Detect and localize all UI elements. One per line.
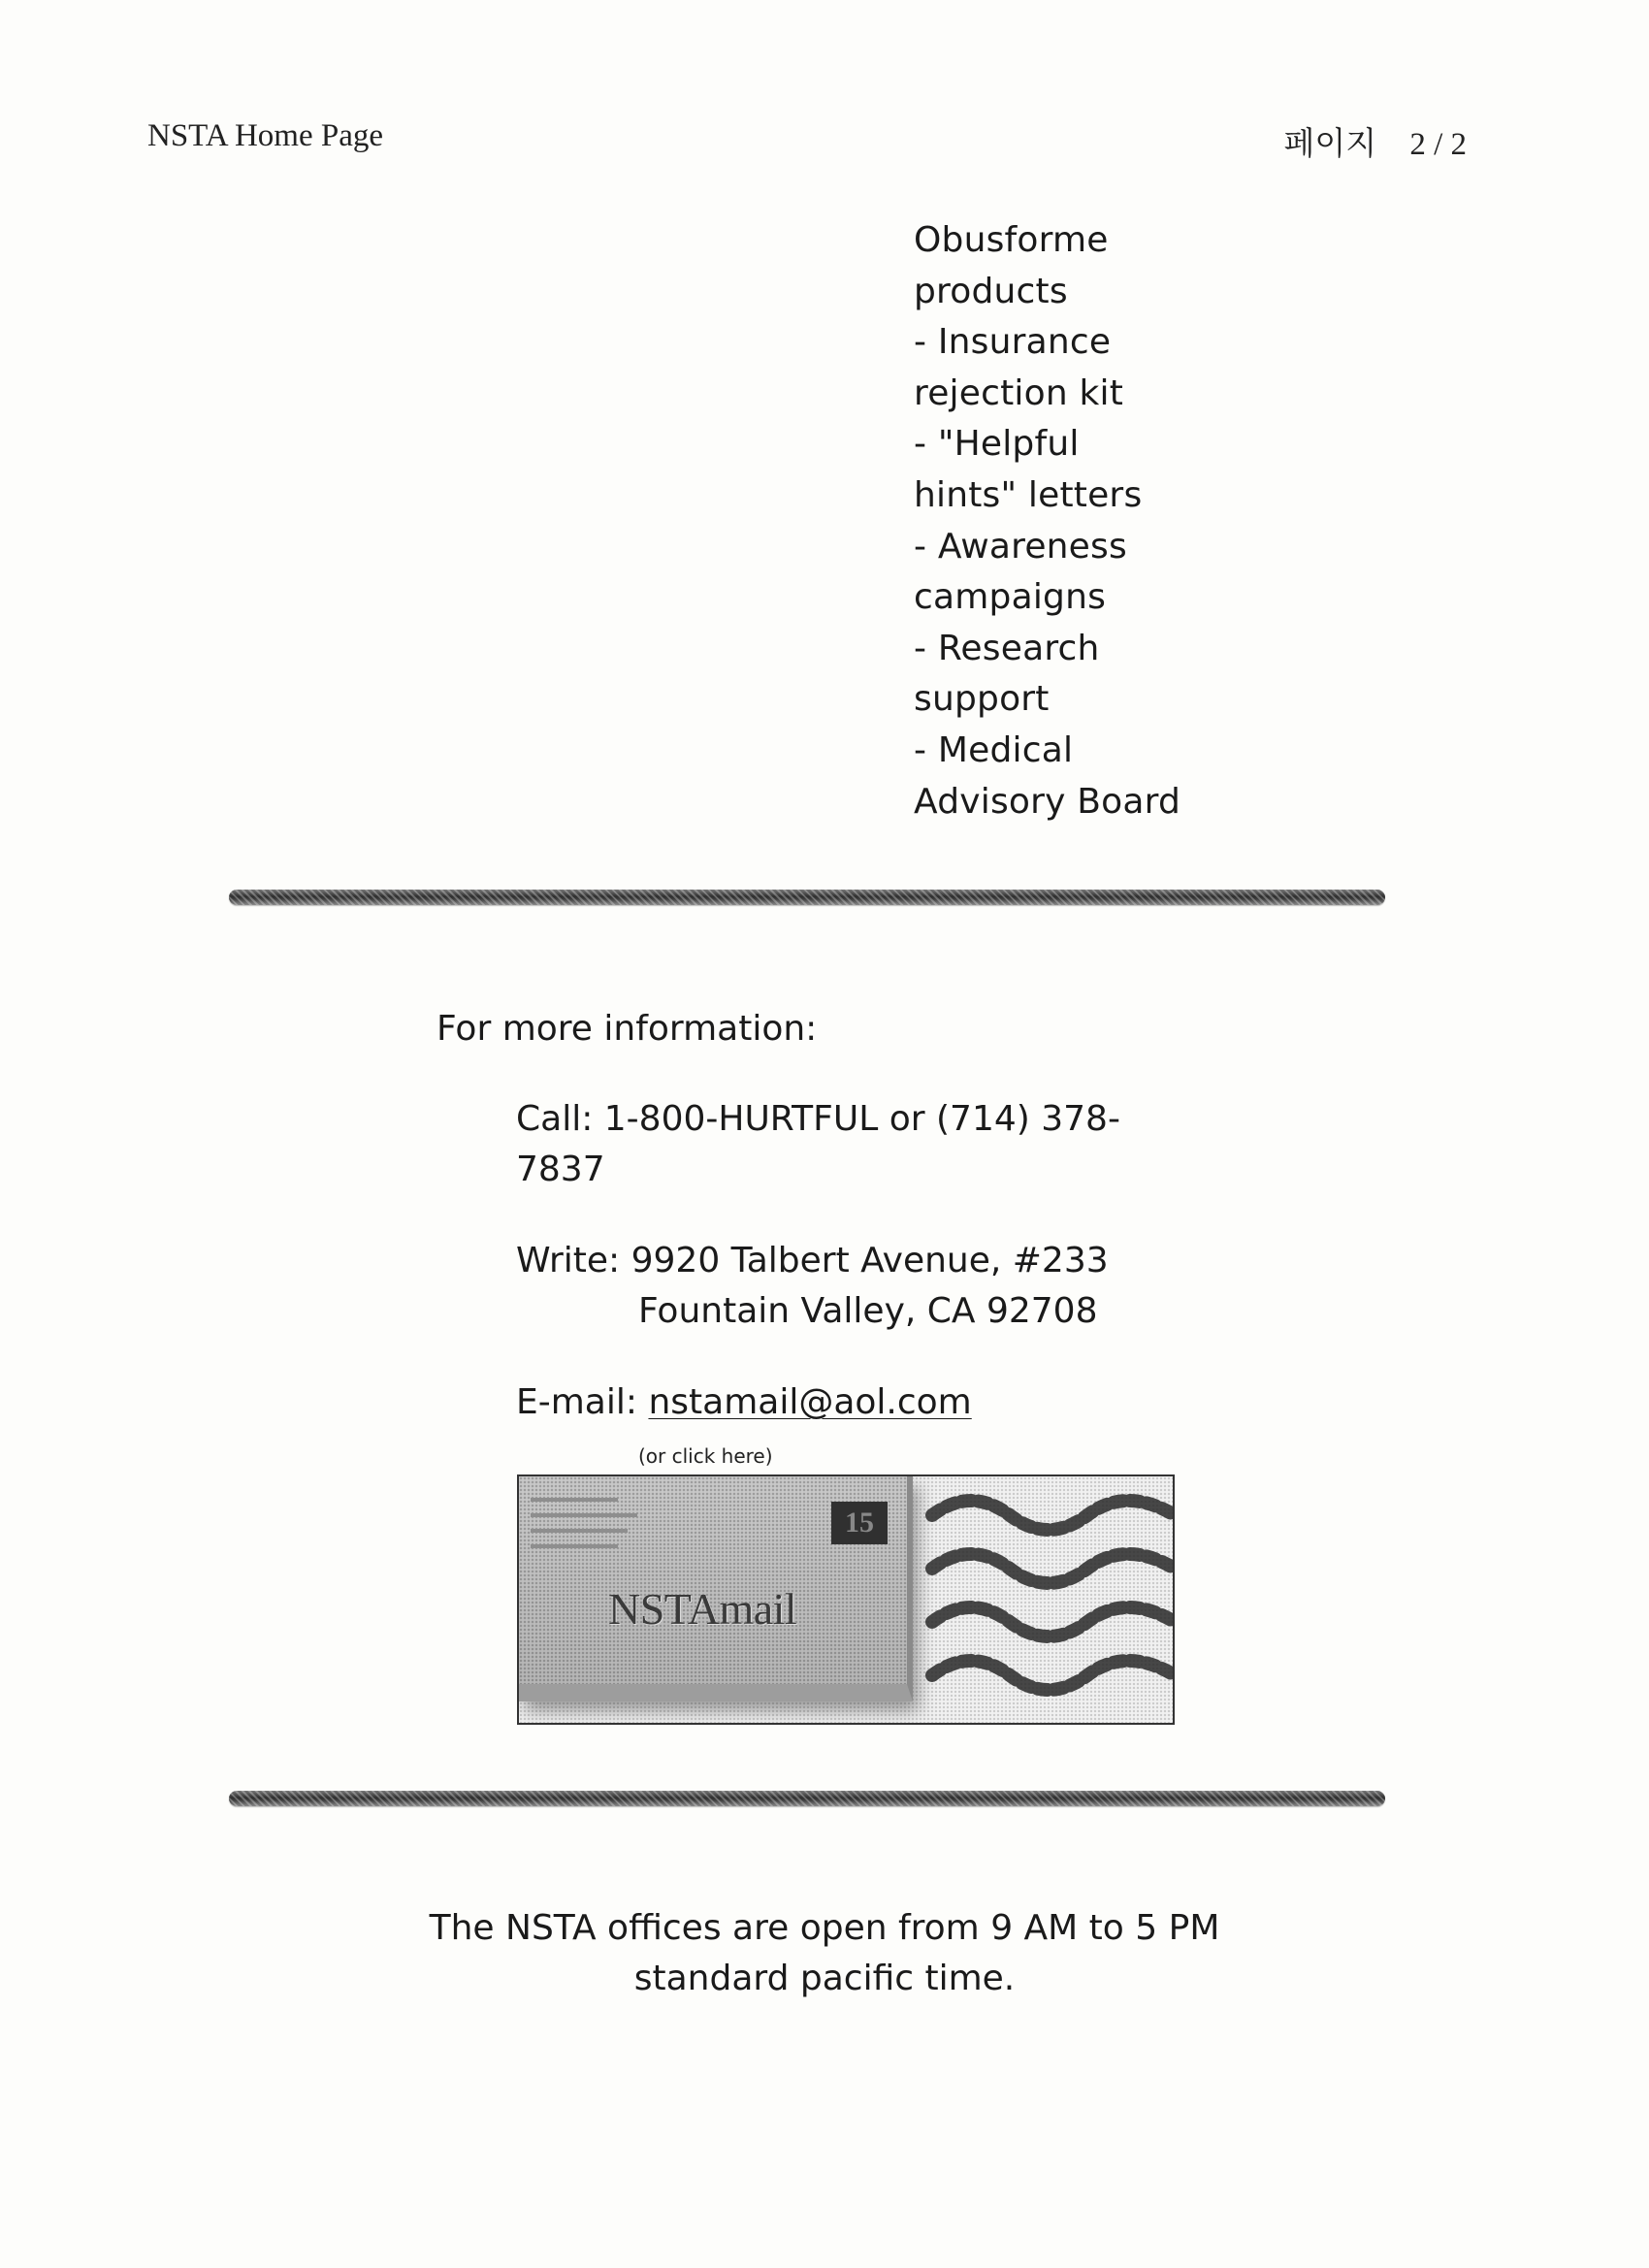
list-item: - Awareness <box>914 526 1127 567</box>
mailing-address <box>516 1236 1195 1337</box>
list-item: - Insurance <box>914 322 1112 363</box>
banner-title: NSTAmail <box>608 1584 797 1634</box>
hours-line: standard pacific time. <box>633 1959 1016 1998</box>
list-item: Advisory Board <box>914 781 1181 822</box>
click-here-caption: (or click here) <box>638 1444 773 1468</box>
email-label: E-mail: <box>516 1382 637 1422</box>
page-number: 2 / 2 <box>1409 127 1467 162</box>
email-link[interactable]: nstamail@aol.com <box>648 1382 972 1422</box>
list-item: campaigns <box>914 577 1107 618</box>
email-info <box>516 1377 1195 1428</box>
call-line: Call: 1-800-HURTFUL or (714) 378- <box>516 1099 1120 1139</box>
services-list <box>914 215 1234 827</box>
horizontal-rule <box>229 890 1385 905</box>
hours-line: The NSTA offices are open from 9 AM to 5 PM <box>429 1908 1220 1948</box>
call-line: 7837 <box>516 1150 605 1189</box>
list-item: support <box>914 679 1050 720</box>
stamp-icon: 15 <box>831 1502 888 1544</box>
list-item: - "Helpful <box>914 424 1080 465</box>
page-label: 페이지 <box>1283 127 1377 162</box>
list-item: hints" letters <box>914 474 1143 515</box>
horizontal-rule <box>229 1791 1385 1806</box>
list-item: - Research <box>914 628 1100 668</box>
office-hours <box>0 1903 1649 2004</box>
list-item: - Medical <box>914 729 1074 770</box>
envelope-address-lines <box>531 1498 637 1560</box>
call-info <box>516 1094 1195 1195</box>
postmark-waves-icon <box>913 1476 1175 1725</box>
list-item: rejection kit <box>914 373 1124 413</box>
envelope-icon <box>519 1476 913 1701</box>
list-item: Obusforme <box>914 220 1109 260</box>
page-indicator <box>1283 118 1467 164</box>
list-item: products <box>914 271 1068 311</box>
page-title: NSTA Home Page <box>147 118 384 153</box>
address-line: Fountain Valley, CA 92708 <box>638 1291 1098 1331</box>
address-line: Write: 9920 Talbert Avenue, #233 <box>516 1241 1109 1280</box>
nstamail-banner-button[interactable] <box>517 1474 1175 1725</box>
info-heading: For more information: <box>436 1009 818 1049</box>
